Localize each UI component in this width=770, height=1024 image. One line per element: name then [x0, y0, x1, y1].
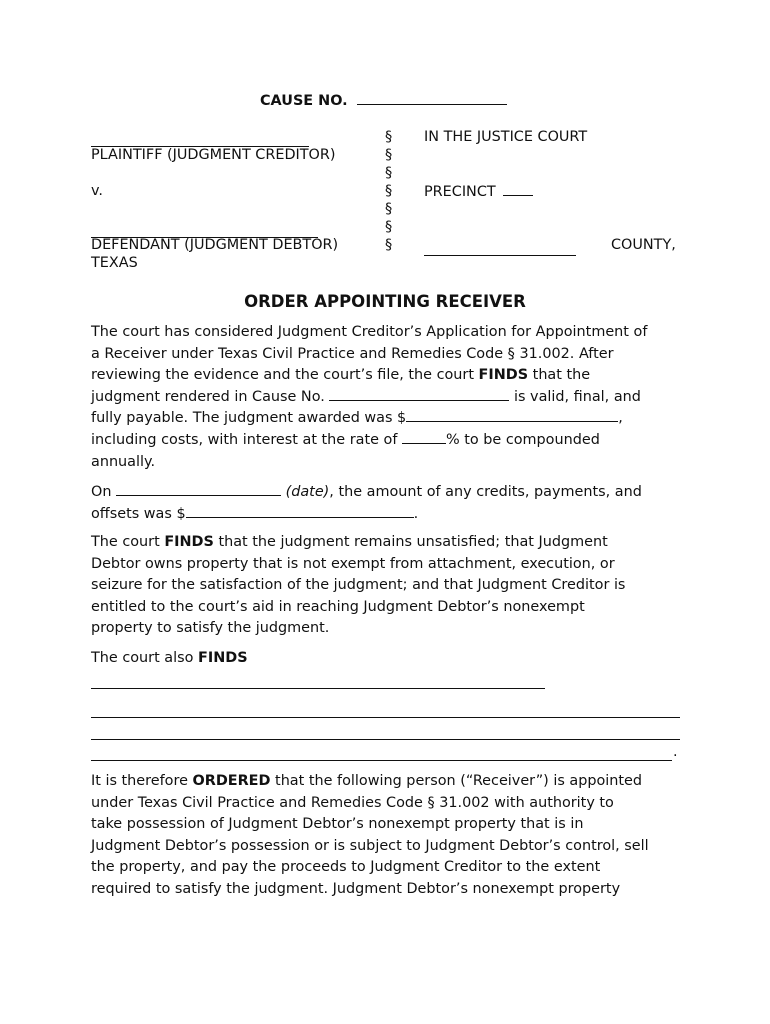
- text-line: required to satisfy the judgment. Judgment Debtor’s nonexempt property: [91, 880, 621, 897]
- text-line: The court has considered Judgment Creditor’s Application for Appointment of: [91, 324, 648, 340]
- text-line: Debtor owns property that is not exempt from attachment, execution, or: [91, 555, 615, 572]
- paragraph-findings: [91, 532, 683, 640]
- text-line: including costs, with interest at the rate of % to be compounded: [91, 431, 600, 448]
- versus-label: v.: [91, 183, 103, 199]
- page-title: ORDER APPOINTING RECEIVER: [244, 292, 526, 311]
- court-label: IN THE JUSTICE COURT: [424, 129, 588, 145]
- section-symbol: §: [385, 183, 393, 199]
- text-line: the property, and pay the proceeds to Judgment Creditor to the extent: [91, 859, 601, 876]
- additional-findings-line[interactable]: [91, 688, 545, 689]
- precinct-row: [424, 184, 533, 200]
- cause-number-label: CAUSE NO.: [260, 93, 348, 109]
- county-label: COUNTY,: [611, 237, 676, 253]
- text-line: fully payable. The judgment awarded was $ ,: [91, 410, 623, 427]
- text-line: a Receiver under Texas Civil Practice and Remedies Code § 31.002. After: [91, 345, 614, 362]
- county-blank[interactable]: [424, 255, 576, 256]
- interest-rate-blank[interactable]: [402, 442, 446, 444]
- section-symbol: §: [385, 201, 393, 217]
- paragraph-also-finds: The court also FINDS: [91, 650, 248, 666]
- text-line: It is therefore ORDERED that the following person (“Receiver”) is appointed: [91, 773, 643, 789]
- text-line: seizure for the satisfaction of the judgment; and that Judgment Creditor is: [91, 577, 626, 594]
- section-symbol: §: [385, 129, 393, 145]
- precinct-label: PRECINCT: [424, 184, 496, 200]
- paragraph-credits: [91, 482, 683, 525]
- additional-findings-line[interactable]: [91, 717, 680, 718]
- findings-period: .: [673, 744, 678, 760]
- additional-findings-line[interactable]: [91, 739, 680, 740]
- cause-number-header: [260, 93, 507, 109]
- judgment-amount-blank[interactable]: [406, 420, 618, 422]
- text-line: entitled to the court’s aid in reaching Judgment Debtor’s nonexempt: [91, 598, 585, 615]
- text-line: The court FINDS that the judgment remains unsatisfied; that Judgment: [91, 534, 608, 550]
- text-line: property to satisfy the judgment.: [91, 620, 330, 637]
- defendant-label: DEFENDANT (JUDGMENT DEBTOR): [91, 237, 339, 253]
- section-symbol: §: [385, 237, 393, 253]
- credit-date-blank[interactable]: [116, 494, 281, 496]
- text-line: On (date), the amount of any credits, payments, and: [91, 484, 642, 500]
- cause-no-blank[interactable]: [329, 399, 509, 401]
- text-line: under Texas Civil Practice and Remedies Code § 31.002 with authority to: [91, 794, 614, 811]
- text-line: Judgment Debtor’s possession or is subject to Judgment Debtor’s control, sell: [91, 837, 649, 854]
- paragraph-order: [91, 771, 683, 901]
- section-symbol: §: [385, 165, 393, 181]
- precinct-blank[interactable]: [503, 194, 533, 196]
- plaintiff-label: PLAINTIFF (JUDGMENT CREDITOR): [91, 147, 336, 163]
- offsets-amount-blank[interactable]: [186, 516, 414, 518]
- cause-number-blank[interactable]: [357, 103, 507, 105]
- paragraph-application: [91, 322, 683, 473]
- text-line: annually.: [91, 453, 156, 470]
- section-symbol: §: [385, 147, 393, 163]
- text-line: offsets was $ .: [91, 505, 419, 522]
- text-line: reviewing the evidence and the court’s file, the court FINDS that the: [91, 367, 591, 384]
- text-line: judgment rendered in Cause No. is valid, final, and: [91, 388, 641, 405]
- additional-findings-line[interactable]: [91, 760, 672, 761]
- state-label: TEXAS: [91, 255, 138, 271]
- text-line: take possession of Judgment Debtor’s nonexempt property that is in: [91, 816, 584, 833]
- section-symbol: §: [385, 219, 393, 235]
